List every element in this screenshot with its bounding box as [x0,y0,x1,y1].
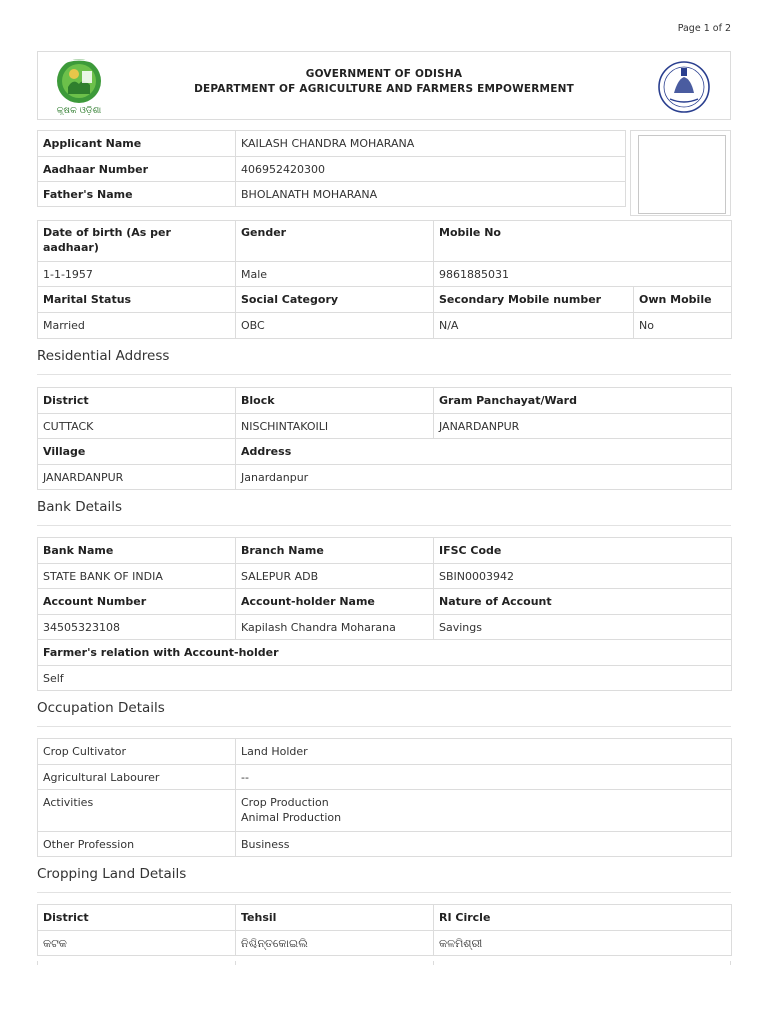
occupation-heading: Occupation Details [37,700,165,716]
applicant-name-value: KAILASH CHANDRA MOHARANA [236,131,626,157]
other-profession-value: Business [236,832,732,857]
account-nature-value: Savings [434,615,732,640]
personal-details-table [37,220,732,339]
gender-label: Gender [236,221,434,262]
crop-ri-label: RI Circle [434,905,732,931]
account-holder-label: Account-holder Name [236,589,434,615]
gender-value: Male [236,262,434,287]
other-profession-label: Other Profession [38,832,236,857]
res-village-label: Village [38,439,236,465]
residential-section-heading [37,348,731,376]
bank-heading: Bank Details [37,499,123,515]
cropping-table [37,904,732,956]
activity-item: Animal Production [241,811,342,824]
crop-ri-value: କଳମିଶ୍ରୀ [434,931,732,956]
res-block-label: Block [236,388,434,414]
social-category-value: OBC [236,313,434,339]
logo-text: କୃଷକ ଓଡ଼ିଶା [56,106,102,115]
cropping-heading: Cropping Land Details [37,866,187,882]
bank-name-label: Bank Name [38,538,236,564]
residential-heading: Residential Address [37,348,170,364]
res-district-value: CUTTACK [38,414,236,439]
dob-value: 1-1-1957 [38,262,236,287]
section-divider [37,525,731,526]
father-name-value: BHOLANATH MOHARANA [236,182,626,207]
res-gp-label: Gram Panchayat/Ward [434,388,732,414]
aadhaar-label: Aadhaar Number [38,157,236,182]
father-name-label: Father's Name [38,182,236,207]
photo-frame [630,130,731,216]
branch-name-value: SALEPUR ADB [236,564,434,589]
page-number: Page 1 of 2 [677,23,731,34]
bank-name-value: STATE BANK OF INDIA [38,564,236,589]
social-category-label: Social Category [236,287,434,313]
res-district-label: District [38,388,236,414]
secondary-mobile-label: Secondary Mobile number [434,287,634,313]
cropping-section-heading [37,866,731,894]
labourer-value: -- [236,765,732,790]
crop-tehsil-value: ନିଶ୍ଚିନ୍ତକୋଇଲି [236,931,434,956]
account-number-value: 34505323108 [38,615,236,640]
ifsc-label: IFSC Code [434,538,732,564]
mobile-value: 9861885031 [434,262,732,287]
activities-label: Activities [38,790,236,832]
own-mobile-label: Own Mobile [634,287,732,313]
res-gp-value: JANARDANPUR [434,414,732,439]
header-title: GOVERNMENT OF ODISHA [305,68,463,80]
photo-placeholder [638,135,726,214]
res-address-value: Janardanpur [236,465,732,490]
activities-value [236,790,732,832]
crop-district-label: District [38,905,236,931]
account-number-label: Account Number [38,589,236,615]
res-address-label: Address [236,439,732,465]
odisha-emblem-logo [656,59,712,115]
ifsc-value: SBIN0003942 [434,564,732,589]
bank-table [37,537,732,691]
relation-label: Farmer's relation with Account-holder [38,640,732,666]
relation-value: Self [38,666,732,691]
residential-table [37,387,732,490]
mobile-label: Mobile No [434,221,732,262]
activity-item: Crop Production [241,796,329,809]
marital-value: Married [38,313,236,339]
crop-cultivator-label: Crop Cultivator [38,739,236,765]
account-nature-label: Nature of Account [434,589,732,615]
res-village-value: JANARDANPUR [38,465,236,490]
aadhaar-value: 406952420300 [236,157,626,182]
crop-cultivator-value: Land Holder [236,739,732,765]
section-divider [37,374,731,375]
crop-district-value: କଟକ [38,931,236,956]
branch-name-label: Branch Name [236,538,434,564]
marital-label: Marital Status [38,287,236,313]
own-mobile-value: No [634,313,732,339]
dob-label: Date of birth (As per aadhaar) [38,221,236,262]
applicant-table [37,130,626,207]
section-divider [37,892,731,893]
res-block-value: NISCHINTAKOILI [236,414,434,439]
bank-section-heading [37,499,731,527]
crop-tehsil-label: Tehsil [236,905,434,931]
header-subtitle: DEPARTMENT OF AGRICULTURE AND FARMERS EMPOWERMENT [194,83,574,95]
labourer-label: Agricultural Labourer [38,765,236,790]
occupation-section-heading [37,700,731,728]
document-header [37,51,731,120]
secondary-mobile-value: N/A [434,313,634,339]
account-holder-value: Kapilash Chandra Moharana [236,615,434,640]
occupation-table [37,738,732,857]
section-divider [37,726,731,727]
applicant-name-label: Applicant Name [38,131,236,157]
